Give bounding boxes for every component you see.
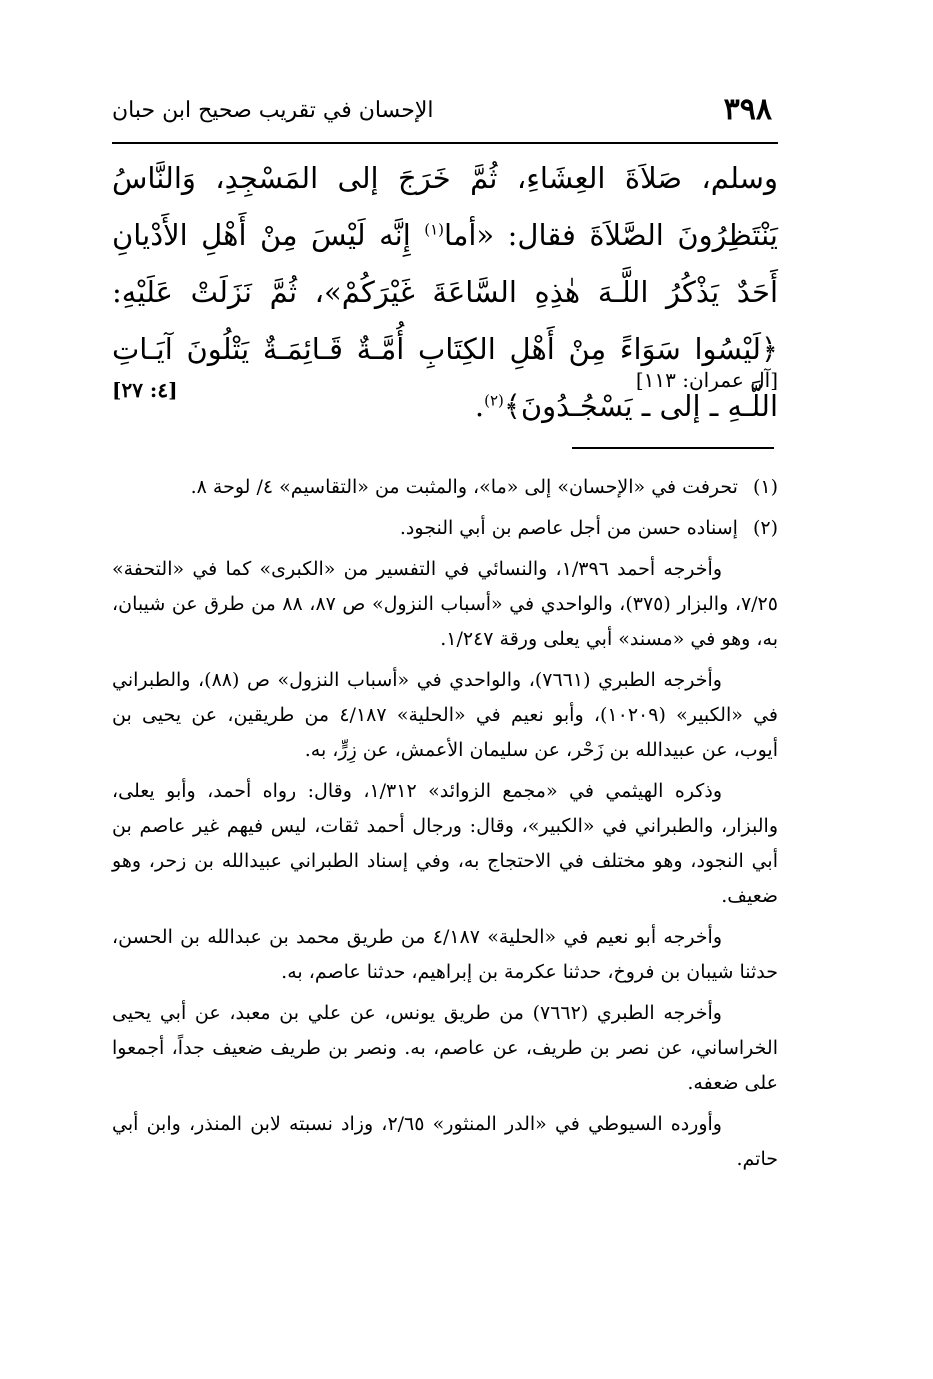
hadith-text-end: . bbox=[474, 389, 485, 423]
hadith-reference: [٤: ٢٧] bbox=[112, 378, 178, 402]
page-number: ٣٩٨ bbox=[723, 92, 772, 127]
footnote-paragraph: وأخرجه الطبري (٧٦٦١)، والواحدي في «أسباب النزول» ص (٨٨)، والطبراني في «الكبير» (١٠٢٠٩)، وأبو نعيم في «الحلية» ٤/١٨٧ من طريقين، عن يحيى بن أيوب، عن عبيدالله بن زَحْر، عن سليمان الأعمش، عن زِرٍّ، به. bbox=[112, 669, 779, 761]
hadith-text-part1: وسلم، صَلاَةَ العِشَاءِ، ثُمَّ خَرَجَ إلى المَسْجِدِ، وَالنَّاسُ يَنْتَظِرُونَ الصَّلاَةَ فقال: «أما bbox=[112, 161, 778, 252]
footnote-paragraph: وأخرجه أبو نعيم في «الحلية» ٤/١٨٧ من طريق محمد بن عبدالله بن الحسن، حدثنا شيبان بن فروخ، حدثنا عكرمة بن إبراهيم، حدثنا عاصم، به. bbox=[112, 926, 778, 983]
footnote-2 bbox=[112, 511, 778, 546]
footnotes-section bbox=[112, 470, 778, 1183]
footnote-marker-1: (١) bbox=[424, 220, 444, 239]
footnote-paragraph: وأخرجه أحمد ١/٣٩٦، والنسائي في التفسير من «الكبرى» كما في «التحفة» ٧/٢٥، والبزار (٣٧٥)، والواحدي في «أسباب النزول» ص ٨٧، ٨٨ من طرق عن شيبان، به، وهو في «مسند» أبي يعلى ورقة ١/٢٤٧. bbox=[112, 558, 778, 650]
page-header bbox=[112, 92, 772, 136]
footnote-paragraph: وذكره الهيثمي في «مجمع الزوائد» ١/٣١٢، وقال: رواه أحمد، وأبو يعلى، والبزار، والطبراني في «الكبير»، وقال: ورجال أحمد ثقات، ليس فيهم غير عاصم بن أبي النجود، وهو مختلف في الاحتجاج به، وفي إسناد الطبراني عبيدالله بن زحر، وهو ضعيف. bbox=[112, 780, 778, 907]
footnote-1-text: تحرفت في «الإحسان» إلى «ما»، والمثبت من «التقاسيم» ٤/ لوحة ٨. bbox=[190, 476, 738, 498]
footnote-1 bbox=[112, 470, 778, 505]
quran-reference: [آل عمران: ١١٣] bbox=[635, 368, 778, 392]
hadith-text-part2: إِنَّه لَيْسَ مِنْ أَهْلِ الأَدْيانِ أَحَدٌ يَذْكُرُ اللَّـهَ هٰذِهِ السَّاعَةَ غَيْرَكُمْ»، ثُمَّ نَزَلَتْ عَلَيْهِ: ﴿لَيْسُوا سَوَاءً مِنْ أَهْلِ الكِتَابِ أُمَّـةٌ قَـائِمَـةٌ يَتْلُونَ آيَـاتِ اللَّـهِ ـ إلى ـ يَسْجُـدُونَ﴾ bbox=[112, 218, 778, 423]
running-title: الإحسان في تقريب صحيح ابن حبان bbox=[112, 98, 434, 123]
header-divider bbox=[112, 142, 778, 144]
footnote-2-number: (٢) bbox=[752, 517, 778, 539]
footnote-paragraph: وأورده السيوطي في «الدر المنثور» ٢/٦٥، وزاد نسبته لابن المنذر، وابن أبي حاتم. bbox=[112, 1113, 778, 1170]
reference-line bbox=[112, 368, 778, 408]
footnote-marker-2: (٢) bbox=[484, 391, 504, 410]
footnote-1-number: (١) bbox=[752, 476, 778, 498]
footnote-2-text: إسناده حسن من أجل عاصم بن أبي النجود. bbox=[399, 517, 738, 539]
footnote-divider bbox=[572, 447, 774, 449]
footnote-paragraph: وأخرجه الطبري (٧٦٦٢) من طريق يونس، عن علي بن معبد، عن أبي يحيى الخراساني، عن نصر بن طريف، عن عاصم، به. ونصر بن طريف ضعيف جداً، أجمعوا على ضعفه. bbox=[112, 1002, 778, 1094]
